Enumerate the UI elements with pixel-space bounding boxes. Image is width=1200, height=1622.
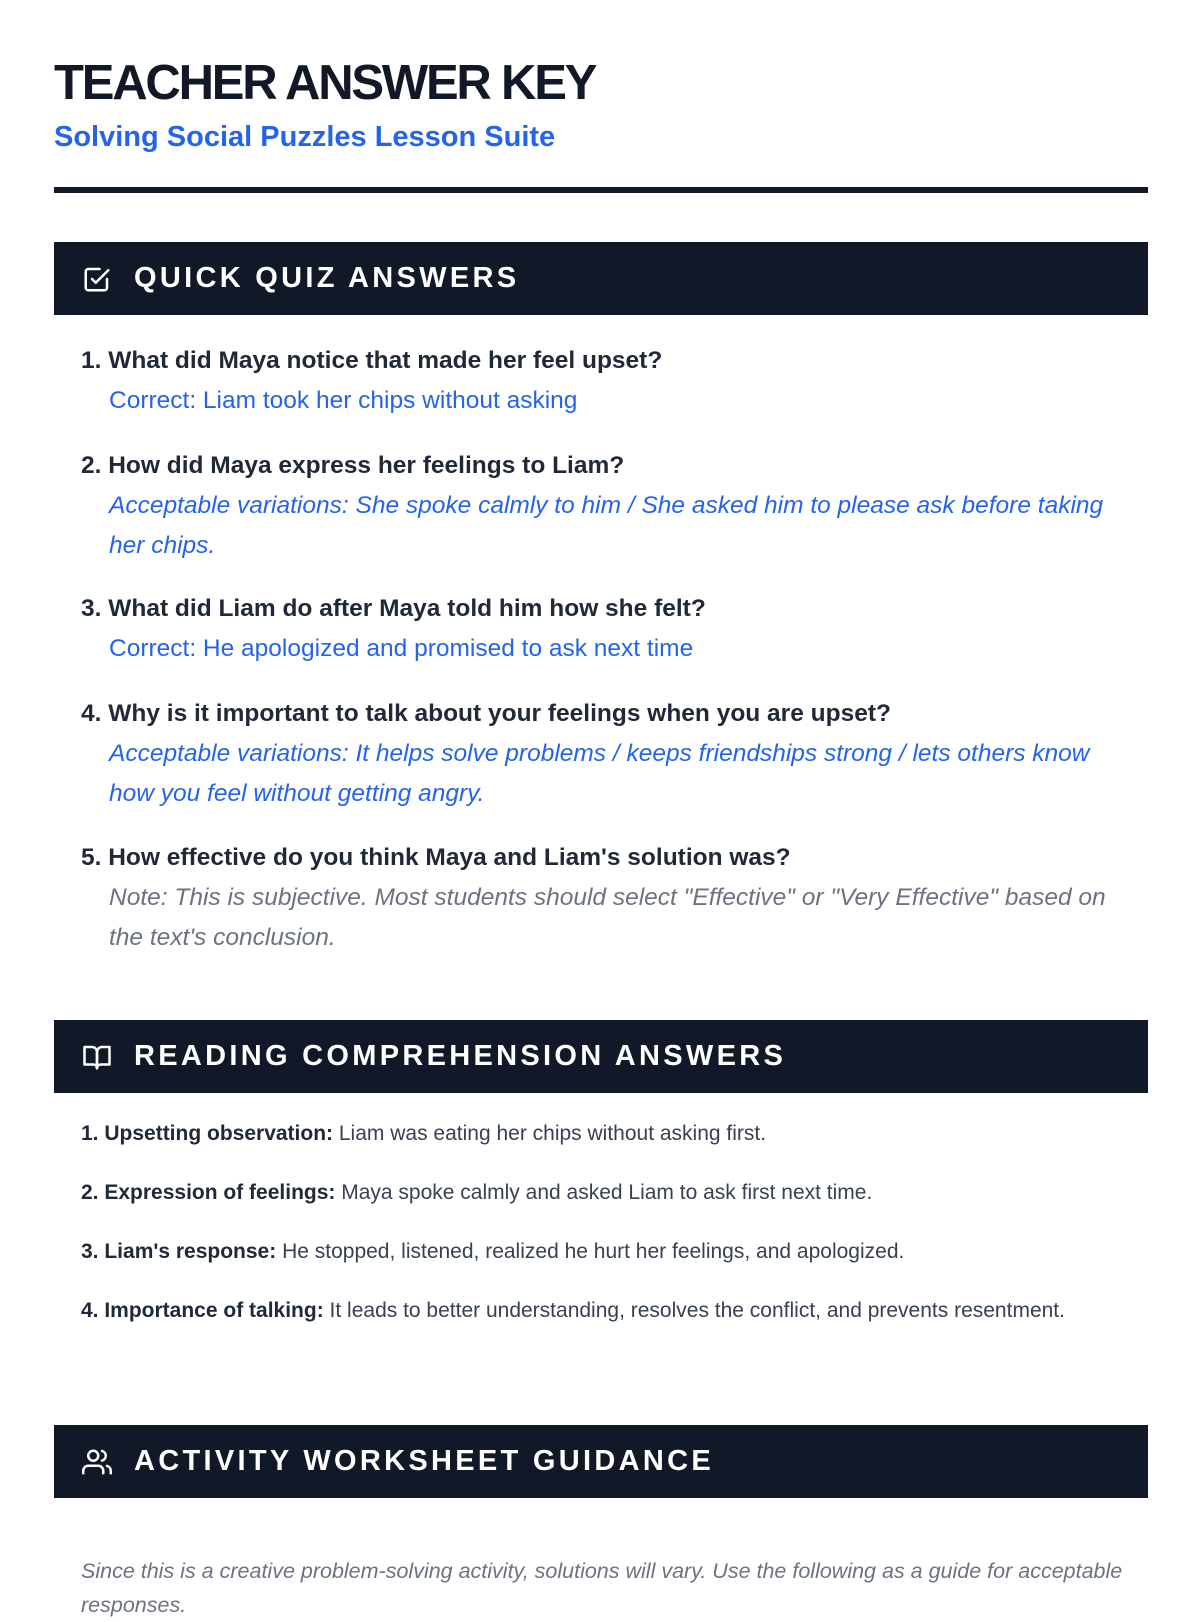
reading-answer-text: Maya spoke calmly and asked Liam to ask first next time. [341,1181,873,1204]
quiz-question: 4. Why is it important to talk about your feelings when you are upset? [81,700,891,727]
quiz-answer: Acceptable variations: She spoke calmly to him / She asked him to please ask before taking her chips. [109,492,1104,559]
quiz-question: 5. How effective do you think Maya and Liam's solution was? [81,844,791,871]
quiz-section-title: QUICK QUIZ ANSWERS [134,262,520,294]
quiz-question: 3. What did Liam do after Maya told him how she felt? [81,595,706,622]
reading-answer [81,1235,1141,1269]
reading-answer-text: He stopped, listened, realized he hurt her feelings, and apologized. [282,1240,905,1263]
reading-answer-label: 2. Expression of feelings: [81,1181,336,1204]
reading-answer-label: 3. Liam's response: [81,1240,277,1263]
reading-answer [81,1176,1141,1210]
quiz-item [81,341,1131,421]
reading-section-title: READING COMPREHENSION ANSWERS [134,1040,787,1072]
reading-answer [81,1117,1141,1151]
reading-answer-label: 1. Upsetting observation: [81,1122,334,1145]
checkbox-icon [82,264,112,294]
answer-key-page [54,0,1148,1617]
activity-guidance-intro: Since this is a creative problem-solving activity, solutions will vary. Use the following as a guide for acceptable responses. [81,1559,1123,1617]
book-icon [82,1042,112,1072]
page-title: TEACHER ANSWER KEY [54,56,596,110]
activity-section-title: ACTIVITY WORKSHEET GUIDANCE [134,1445,714,1477]
reading-answer-label: 4. Importance of talking: [81,1299,324,1322]
reading-answer [81,1294,1141,1328]
quiz-item [81,589,1131,669]
quiz-question: 2. How did Maya express her feelings to Liam? [81,452,625,479]
page-subtitle: Solving Social Puzzles Lesson Suite [54,121,556,153]
reading-section-header [54,1020,1148,1093]
quiz-answer: Correct: He apologized and promised to ask next time [109,635,694,662]
activity-section-header [54,1425,1148,1498]
quiz-answer: Acceptable variations: It helps solve problems / keeps friendships strong / lets others know how you feel without getting angry. [109,740,1090,807]
quiz-answer: Correct: Liam took her chips without asking [109,387,578,414]
reading-answer-text: Liam was eating her chips without asking first. [338,1122,767,1145]
quiz-item [81,838,1131,958]
reading-answer-text: It leads to better understanding, resolves the conflict, and prevents resentment. [329,1299,1065,1322]
quiz-note: Note: This is subjective. Most students should select "Effective" or "Very Effective" based on the text's conclusion. [109,884,1106,951]
quiz-item [81,694,1131,814]
quiz-section-header [54,242,1148,315]
quiz-item [81,446,1131,566]
users-icon [82,1447,112,1477]
title-divider [54,187,1148,193]
quiz-question: 1. What did Maya notice that made her feel upset? [81,347,663,374]
